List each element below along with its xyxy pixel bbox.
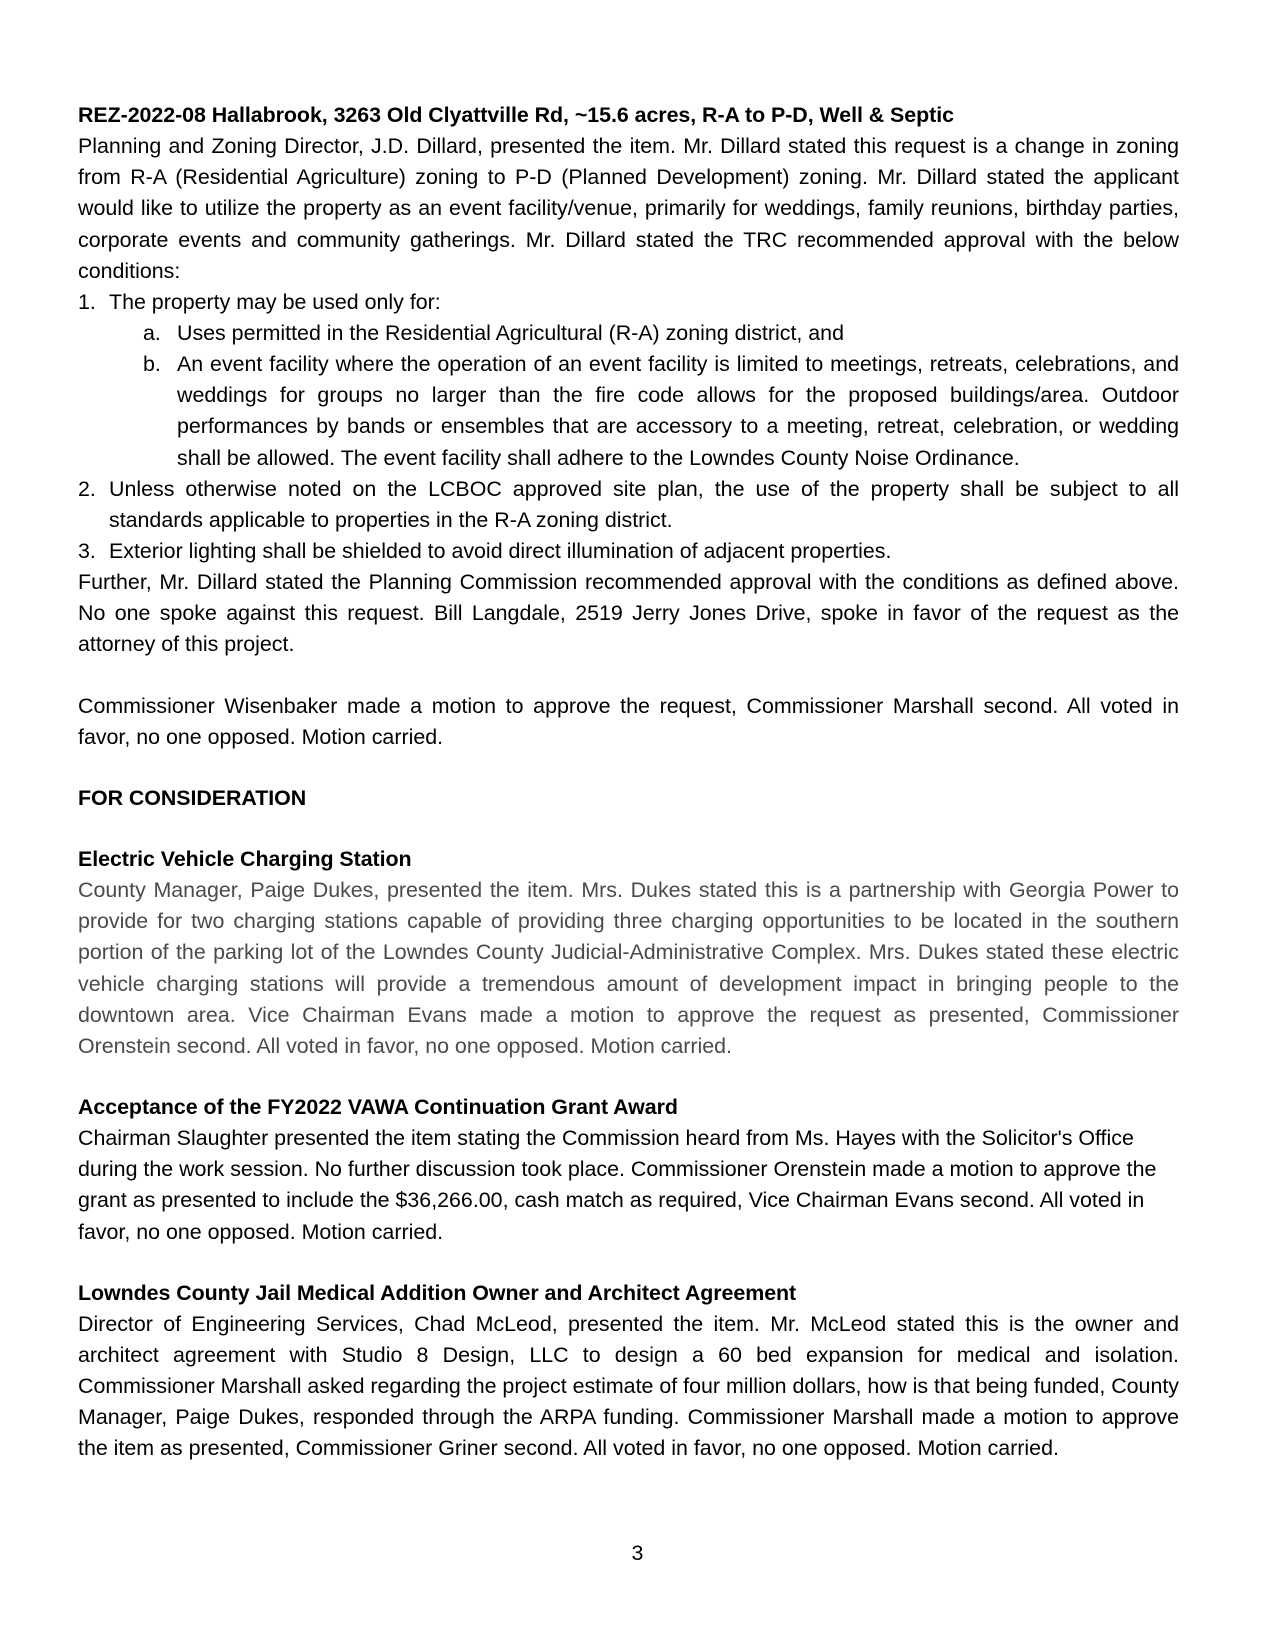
paragraph-spacer [78,753,1179,783]
section-rez-2022-08 [78,100,1179,753]
document-body [78,100,1179,1464]
section-body-ev-charging: County Manager, Paige Dukes, presented the item. Mrs. Dukes stated this is a partnership with Georgia Power to provide for two charging stations capable of providing three charging opportunities to be located in the southern portion of the parking lot of the Lowndes County Judicial-Administrative Complex. Mrs. Dukes stated these electric vehicle charging stations will provide a tremendous amount of development impact in bringing people to the downtown area. Vice Chairman Evans made a motion to approve the request as presented, Commissioner Orenstein second. All voted in favor, no one opposed. Motion carried. [78,878,1179,1058]
section-heading-ev-charging: Electric Vehicle Charging Station [78,846,412,871]
section-vawa-grant [78,1092,1179,1248]
paragraph-spacer [78,661,1179,691]
conditions-list [78,287,1179,567]
condition-item-2 [78,474,1179,536]
section-further-rez: Further, Mr. Dillard stated the Planning Commission recommended approval with the conditions as defined above. No one spoke against this request. Bill Langdale, 2519 Jerry Jones Drive, spoke in favor of the request as the attorney of this project. [78,570,1179,657]
paragraph-spacer [78,1062,1179,1092]
condition-item-3 [78,536,1179,567]
condition-marker-3: 3. [78,538,96,563]
section-heading-rez: REZ-2022-08 Hallabrook, 3263 Old Clyattville Rd, ~15.6 acres, R-A to P-D, Well & Septic [78,103,954,127]
condition-subitem-1b [143,349,1179,474]
section-heading-for-consideration: FOR CONSIDERATION [78,785,307,810]
section-body-jail-medical: Director of Engineering Services, Chad McLeod, presented the item. Mr. McLeod stated this is the owner and architect agreement with Studio 8 Design, LLC to design a 60 bed expansion for medical and isolation. Commissioner Marshall asked regarding the project estimate of four million dollars, how is that being funded, County Manager, Paige Dukes, responded through the ARPA funding. Commissioner Marshall made a motion to approve the item as presented, Commissioner Griner second. All voted in favor, no one opposed. Motion carried. [78,1311,1179,1461]
paragraph-spacer [78,814,1179,844]
condition-text-1: The property may be used only for: [109,289,441,314]
condition-text-2: Unless otherwise noted on the LCBOC approved site plan, the use of the property shall be subject to all standards applicable to properties in the R-A zoning district. [109,476,1179,532]
condition-marker-2: 2. [78,476,96,501]
page-number: 3 [631,1541,644,1566]
condition-item-1 [78,287,1179,474]
section-motion-rez: Commissioner Wisenbaker made a motion to approve the request, Commissioner Marshall second. All voted in favor, no one opposed. Motion carried. [78,693,1179,749]
section-heading-vawa-grant: Acceptance of the FY2022 VAWA Continuation Grant Award [78,1094,678,1119]
condition-text-3: Exterior lighting shall be shielded to avoid direct illumination of adjacent properties. [109,538,892,563]
condition-marker-1: 1. [78,289,96,314]
section-for-consideration [78,783,1179,814]
section-intro-rez: Planning and Zoning Director, J.D. Dillard, presented the item. Mr. Dillard stated this request is a change in zoning from R-A (Residential Agriculture) zoning to P-D (Planned Development) zoning. Mr. Dillard stated the applicant would like to utilize the property as an event facility/venue, primarily for weddings, family reunions, birthday parties, corporate events and community gatherings. Mr. Dillard stated the TRC recommended approval with the below conditions: [78,134,1179,283]
section-body-vawa-grant: Chairman Slaughter presented the item stating the Commission heard from Ms. Hayes with the Solicitor's Office during the work session. No further discussion took place. Commissioner Orenstein made a motion to approve the grant as presented to include the $36,266.00, cash match as required, Vice Chairman Evans second. All voted in favor, no one opposed. Motion carried. [78,1126,1157,1244]
condition-subitem-marker-1b: b. [143,352,161,377]
condition-subitem-1a [143,318,1179,349]
condition-subitem-text-1a: Uses permitted in the Residential Agricultural (R-A) zoning district, and [177,320,844,345]
condition-subitem-text-1b: An event facility where the operation of an event facility is limited to meetings, retreats, celebrations, and weddings for groups no larger than the fire code allows for the proposed buildings/area. Outdoor performances by bands or ensembles that are accessory to a meeting, retreat, celebration, or wedding shall be allowed. The event facility shall adhere to the Lowndes County Noise Ordinance. [177,352,1179,470]
paragraph-spacer [78,1248,1179,1278]
section-jail-medical-addition [78,1278,1179,1465]
section-heading-jail-medical: Lowndes County Jail Medical Addition Owner and Architect Agreement [78,1280,797,1305]
condition-subitems-1 [109,318,1179,474]
condition-subitem-marker-1a: a. [143,320,161,345]
section-ev-charging [78,844,1179,1062]
